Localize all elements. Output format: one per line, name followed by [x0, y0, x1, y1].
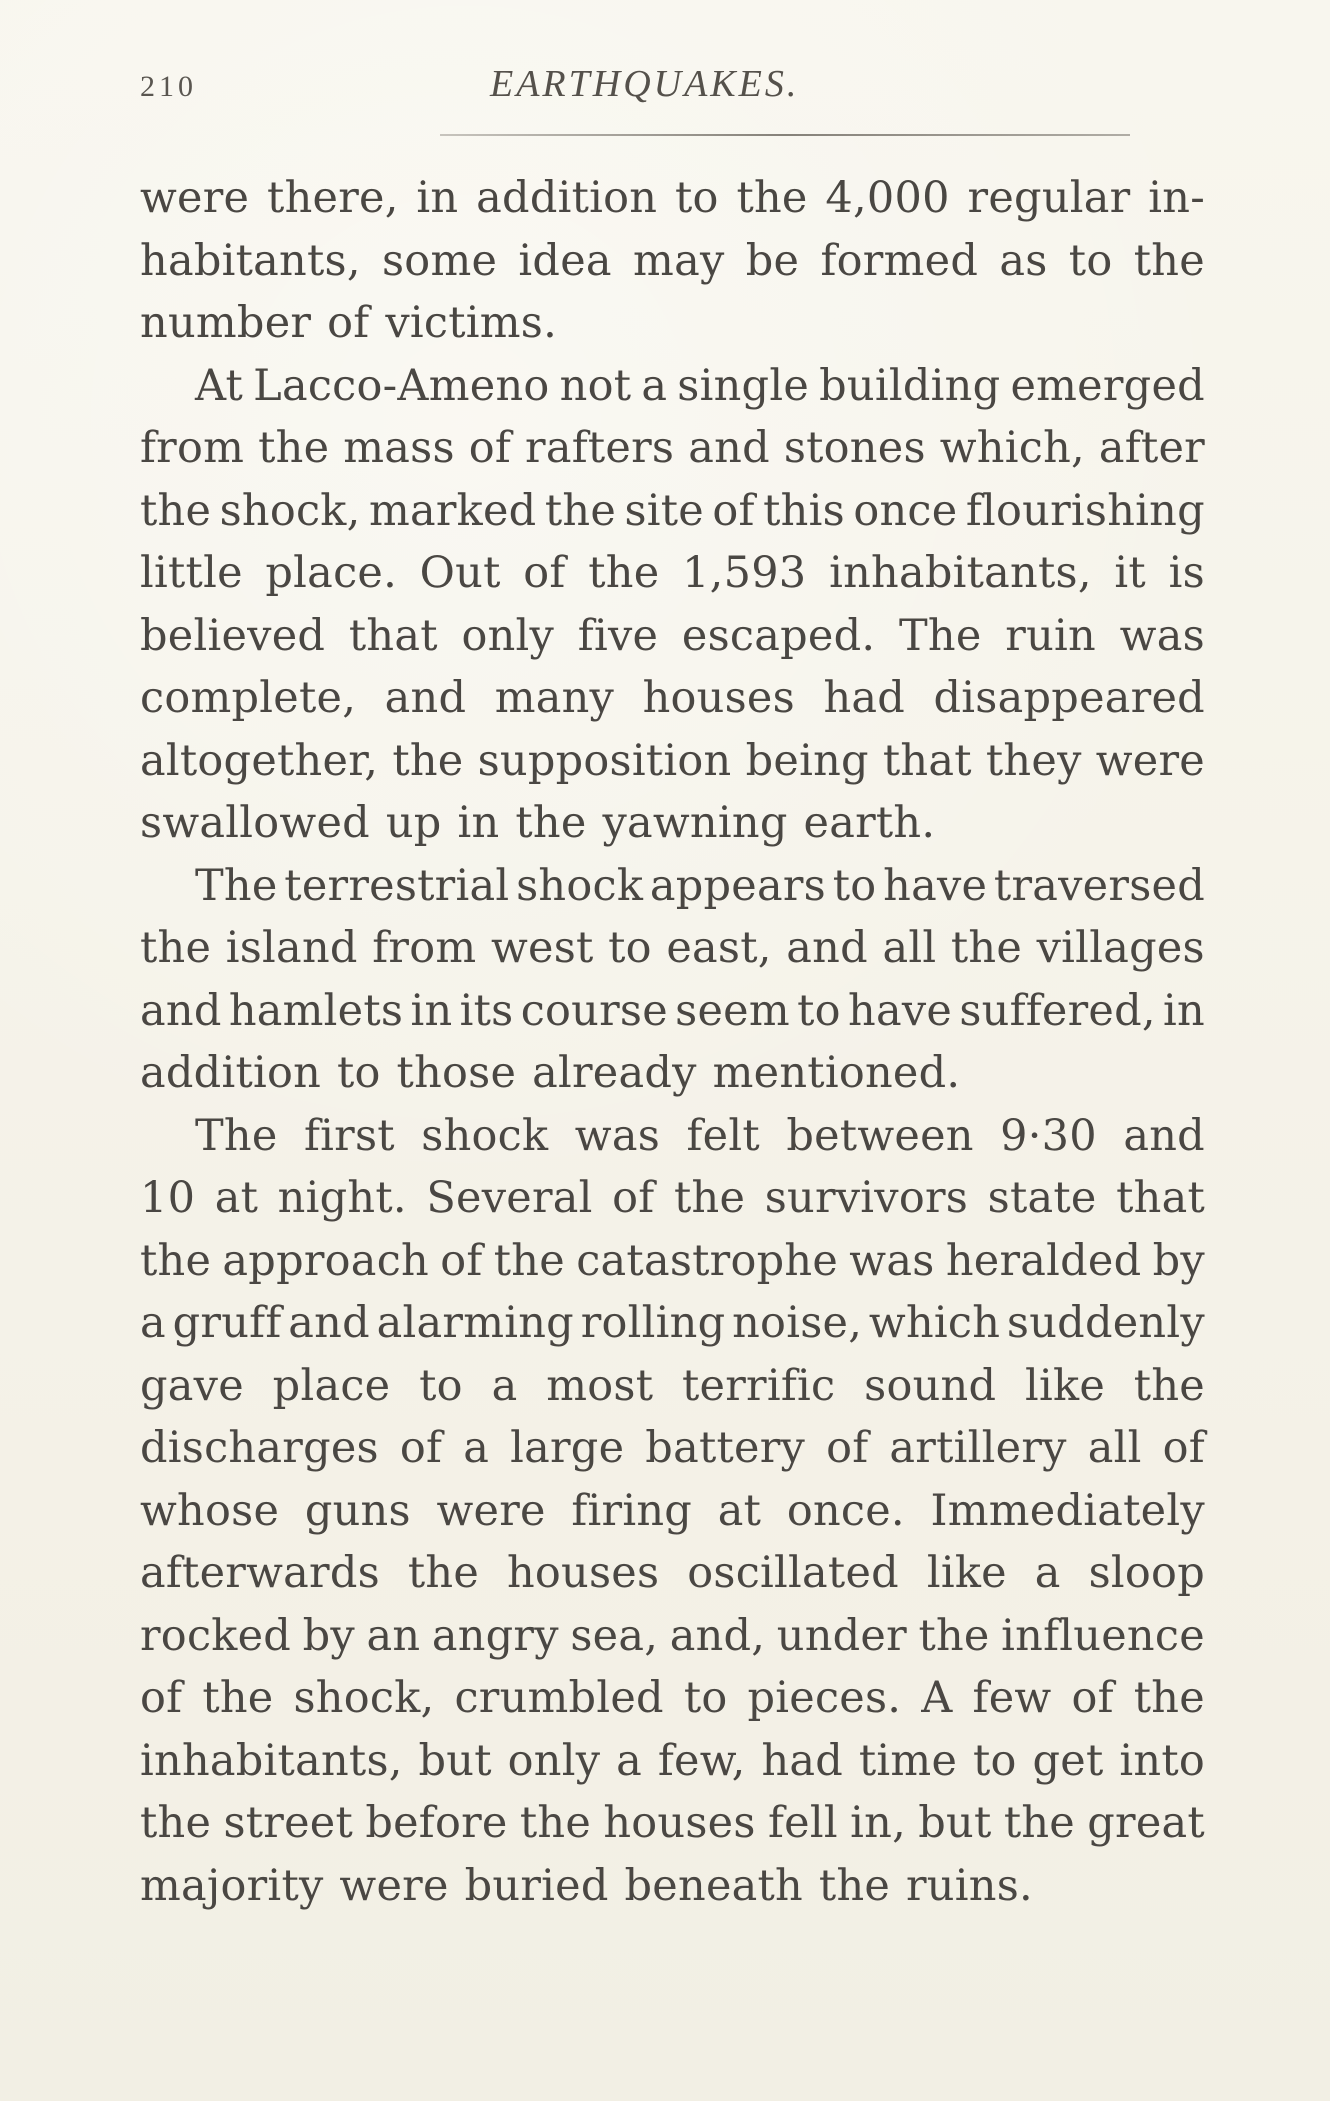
word: rocked	[140, 1610, 292, 1661]
word: in-	[1148, 173, 1205, 223]
page-header	[140, 62, 1210, 126]
word: not	[559, 360, 632, 411]
text-line	[140, 480, 1205, 543]
word: under	[776, 1610, 907, 1661]
word: at	[717, 1485, 762, 1536]
word: 9·30	[1000, 1110, 1097, 1161]
word: the	[674, 1173, 746, 1223]
word: the	[1133, 1360, 1205, 1411]
word: a	[491, 1360, 518, 1411]
word: battery	[645, 1423, 806, 1473]
word: villages	[1036, 923, 1205, 973]
word: by	[302, 1610, 355, 1661]
word: traversed	[993, 860, 1205, 911]
word: of	[523, 548, 566, 598]
word: of	[140, 1673, 183, 1723]
text-line: swallowed up in the yawning earth.	[140, 798, 936, 848]
text-line	[140, 1667, 1205, 1730]
word: it	[1114, 548, 1146, 598]
word: time	[858, 1735, 958, 1786]
running-head: EARTHQUAKES.	[490, 63, 800, 105]
word: and	[1123, 1110, 1205, 1161]
word: ruin	[1005, 610, 1096, 661]
word: oscillated	[687, 1548, 899, 1598]
word: have	[848, 985, 953, 1036]
word: suddenly	[1006, 1298, 1205, 1348]
word: five	[577, 610, 659, 661]
word: Lacco-Ameno	[253, 360, 550, 411]
word: from	[140, 423, 245, 473]
word: fell	[767, 1798, 838, 1848]
word: artillery	[889, 1423, 1067, 1473]
word: had	[761, 1735, 844, 1786]
word: the	[544, 485, 617, 536]
word: emerged	[1010, 360, 1205, 411]
word: were	[1095, 735, 1205, 786]
word: inhabitants,	[829, 548, 1092, 598]
word: shock,	[219, 485, 361, 536]
word: be	[745, 235, 800, 286]
word: sound	[864, 1360, 997, 1411]
text-line: number of victims.	[140, 298, 557, 348]
word: to	[797, 985, 841, 1036]
word: and	[688, 423, 770, 473]
word: as	[999, 235, 1048, 286]
word: sloop	[1088, 1548, 1205, 1598]
word: being	[745, 735, 869, 786]
word: west	[490, 923, 594, 973]
word: once	[853, 485, 958, 536]
word: catastrophe	[576, 1235, 839, 1286]
word: was	[574, 1110, 661, 1161]
word: from	[372, 923, 477, 973]
word: large	[510, 1423, 625, 1473]
word: formed	[820, 235, 979, 286]
word: street	[223, 1798, 354, 1848]
word: angry	[431, 1610, 559, 1661]
word: at	[214, 1173, 259, 1223]
word: that	[348, 610, 438, 661]
text-line	[140, 417, 1205, 480]
word: seem	[675, 985, 790, 1036]
word: and	[786, 923, 868, 973]
word: little	[140, 548, 243, 598]
word: stones	[783, 423, 926, 473]
word: and	[140, 985, 222, 1036]
word: in	[410, 985, 453, 1036]
word: of	[399, 1423, 443, 1473]
word: guns	[304, 1485, 411, 1536]
word: they	[985, 735, 1082, 786]
word: At	[195, 360, 244, 411]
word: The	[195, 860, 278, 911]
word: all	[1087, 1423, 1142, 1473]
word: altogether,	[140, 735, 379, 786]
word: 10	[140, 1173, 196, 1223]
word: A	[921, 1673, 953, 1723]
word: appears	[649, 860, 827, 911]
text-line	[140, 1730, 1205, 1793]
word: in,	[850, 1798, 906, 1848]
word: supposition	[477, 735, 732, 786]
word: the	[140, 1235, 212, 1286]
word: but	[918, 1798, 992, 1848]
word: heralded	[945, 1235, 1142, 1286]
word: were	[140, 173, 250, 223]
word: to	[608, 923, 652, 973]
text-line	[140, 605, 1205, 668]
word: of	[826, 1423, 869, 1473]
word: single	[677, 360, 810, 411]
word: only	[461, 610, 555, 661]
text-line	[140, 1355, 1205, 1418]
text-line	[140, 917, 1205, 980]
word: in	[1163, 985, 1205, 1036]
word: by	[1152, 1235, 1205, 1286]
word: there,	[267, 173, 399, 223]
word: houses	[603, 1798, 756, 1848]
word: rolling	[580, 1298, 726, 1348]
text-line	[140, 1417, 1205, 1480]
word: and	[288, 1298, 370, 1348]
word: shock,	[293, 1673, 435, 1723]
word: and	[384, 673, 467, 723]
word: approach	[222, 1235, 429, 1286]
word: the	[588, 548, 660, 598]
word: island	[225, 923, 358, 973]
word: to	[832, 860, 877, 911]
word: whose	[140, 1485, 280, 1536]
word: building	[819, 360, 1001, 411]
word: The	[195, 1110, 278, 1161]
word: shock	[421, 1110, 549, 1161]
word: great	[1087, 1798, 1205, 1848]
word: a	[463, 1423, 490, 1473]
text-line	[140, 1105, 1205, 1168]
word: terrific	[682, 1360, 836, 1411]
word: The	[899, 610, 982, 661]
word: the	[392, 735, 464, 786]
word: site	[624, 485, 704, 536]
word: Out	[419, 548, 501, 598]
word: place.	[265, 548, 398, 598]
word: most	[546, 1360, 654, 1411]
word: sea,	[570, 1610, 659, 1661]
word: crumbled	[454, 1673, 664, 1723]
word: a	[1034, 1548, 1061, 1598]
word: the	[140, 923, 212, 973]
word: of	[1162, 1423, 1205, 1473]
word: few	[972, 1673, 1052, 1723]
word: rafters	[525, 423, 675, 473]
word: once.	[786, 1485, 905, 1536]
text-line	[140, 1480, 1205, 1543]
word: its	[459, 985, 514, 1036]
word: disappeared	[933, 673, 1205, 723]
word: influence	[1001, 1610, 1205, 1661]
word: of	[468, 423, 512, 473]
word: escaped.	[681, 610, 876, 661]
word: like	[1025, 1360, 1106, 1411]
text-line	[140, 855, 1205, 918]
text-line	[140, 1292, 1205, 1355]
word: hamlets	[228, 985, 404, 1036]
word: shock	[516, 860, 644, 911]
word: mass	[343, 423, 455, 473]
word: many	[494, 673, 615, 723]
word: of	[1071, 1673, 1114, 1723]
header-rule	[440, 134, 1130, 136]
word: the	[918, 1610, 990, 1661]
word: was	[849, 1235, 935, 1286]
word: between	[786, 1110, 974, 1161]
word: a	[140, 1298, 166, 1348]
text-line	[140, 980, 1205, 1043]
word: addition	[476, 173, 658, 223]
word: Several	[426, 1173, 593, 1223]
word: may	[633, 235, 725, 286]
word: to	[1068, 235, 1113, 286]
word: which	[868, 1298, 1001, 1348]
text-line	[140, 1167, 1205, 1230]
word: that	[882, 735, 972, 786]
word: suffered,	[959, 985, 1156, 1036]
word: complete,	[140, 673, 357, 723]
word: 1,593	[682, 548, 807, 598]
text-line	[140, 1230, 1205, 1293]
word: discharges	[140, 1423, 379, 1473]
word: into	[1119, 1735, 1205, 1786]
word: gave	[140, 1360, 244, 1411]
word: of	[712, 485, 755, 536]
word: gruff	[172, 1298, 282, 1348]
word: 4,000	[825, 173, 950, 223]
word: east,	[666, 923, 772, 973]
word: a	[641, 360, 668, 411]
word: place	[272, 1360, 391, 1411]
text-line	[140, 1542, 1205, 1605]
word: Immediately	[930, 1485, 1205, 1536]
word: pieces.	[747, 1673, 902, 1723]
word: terrestrial	[284, 860, 510, 911]
text-line	[140, 667, 1205, 730]
word: the	[140, 1798, 212, 1848]
text-line	[140, 730, 1205, 793]
word: some	[381, 235, 498, 286]
word: first	[304, 1110, 395, 1161]
word: the	[202, 1673, 274, 1723]
text-line	[140, 1605, 1205, 1668]
word: alarming	[376, 1298, 574, 1348]
word: the	[950, 923, 1023, 973]
word: have	[883, 860, 988, 911]
text-line: addition to those already mentioned.	[140, 1048, 961, 1098]
word: of	[440, 1235, 483, 1286]
word: marked	[368, 485, 537, 536]
word: houses	[642, 673, 795, 723]
word: firing	[571, 1485, 693, 1536]
word: the	[736, 173, 808, 223]
word: inhabitants,	[140, 1735, 403, 1786]
body-text	[140, 167, 1205, 1917]
word: believed	[140, 610, 326, 661]
word: of	[612, 1173, 655, 1223]
word: after	[1098, 423, 1205, 473]
word: regular	[967, 173, 1131, 223]
word: to	[683, 1673, 728, 1723]
word: get	[1032, 1735, 1104, 1786]
word: the	[1133, 1673, 1205, 1723]
text-line	[140, 1792, 1205, 1855]
word: was	[1119, 610, 1205, 661]
word: is	[1168, 548, 1205, 598]
word: which,	[939, 423, 1085, 473]
page-number: 210	[140, 70, 197, 103]
word: habitants,	[140, 235, 361, 286]
text-line	[140, 355, 1205, 418]
word: the	[258, 423, 330, 473]
text-line	[140, 230, 1205, 293]
word: noise,	[732, 1298, 863, 1348]
word: all	[882, 923, 937, 973]
word: course	[520, 985, 668, 1036]
word: that	[1116, 1173, 1205, 1223]
text-line	[140, 167, 1205, 230]
text-line: majority were buried beneath the ruins.	[140, 1860, 1033, 1911]
word: like	[926, 1548, 1007, 1598]
word: to	[973, 1735, 1017, 1786]
word: night.	[277, 1173, 407, 1223]
word: to	[419, 1360, 463, 1411]
word: but	[418, 1735, 492, 1786]
word: the	[493, 1235, 565, 1286]
word: only	[507, 1735, 601, 1786]
word: state	[987, 1173, 1097, 1223]
word: the	[1003, 1798, 1075, 1848]
word: the	[1133, 235, 1205, 286]
word: were	[436, 1485, 546, 1536]
word: houses	[506, 1548, 660, 1598]
word: few,	[657, 1735, 746, 1786]
text-line	[140, 542, 1205, 605]
word: before	[365, 1798, 508, 1848]
word: a	[616, 1735, 642, 1786]
word: afterwards	[140, 1548, 380, 1598]
word: had	[823, 673, 906, 723]
word: to	[675, 173, 719, 223]
word: flourishing	[965, 485, 1205, 536]
word: the	[140, 485, 212, 536]
word: the	[407, 1548, 480, 1598]
word: and,	[669, 1610, 766, 1661]
word: felt	[686, 1110, 760, 1161]
word: an	[366, 1610, 421, 1661]
word: idea	[518, 235, 612, 286]
word: in	[416, 173, 459, 223]
word: the	[519, 1798, 592, 1848]
word: survivors	[764, 1173, 969, 1223]
word: this	[763, 485, 845, 536]
